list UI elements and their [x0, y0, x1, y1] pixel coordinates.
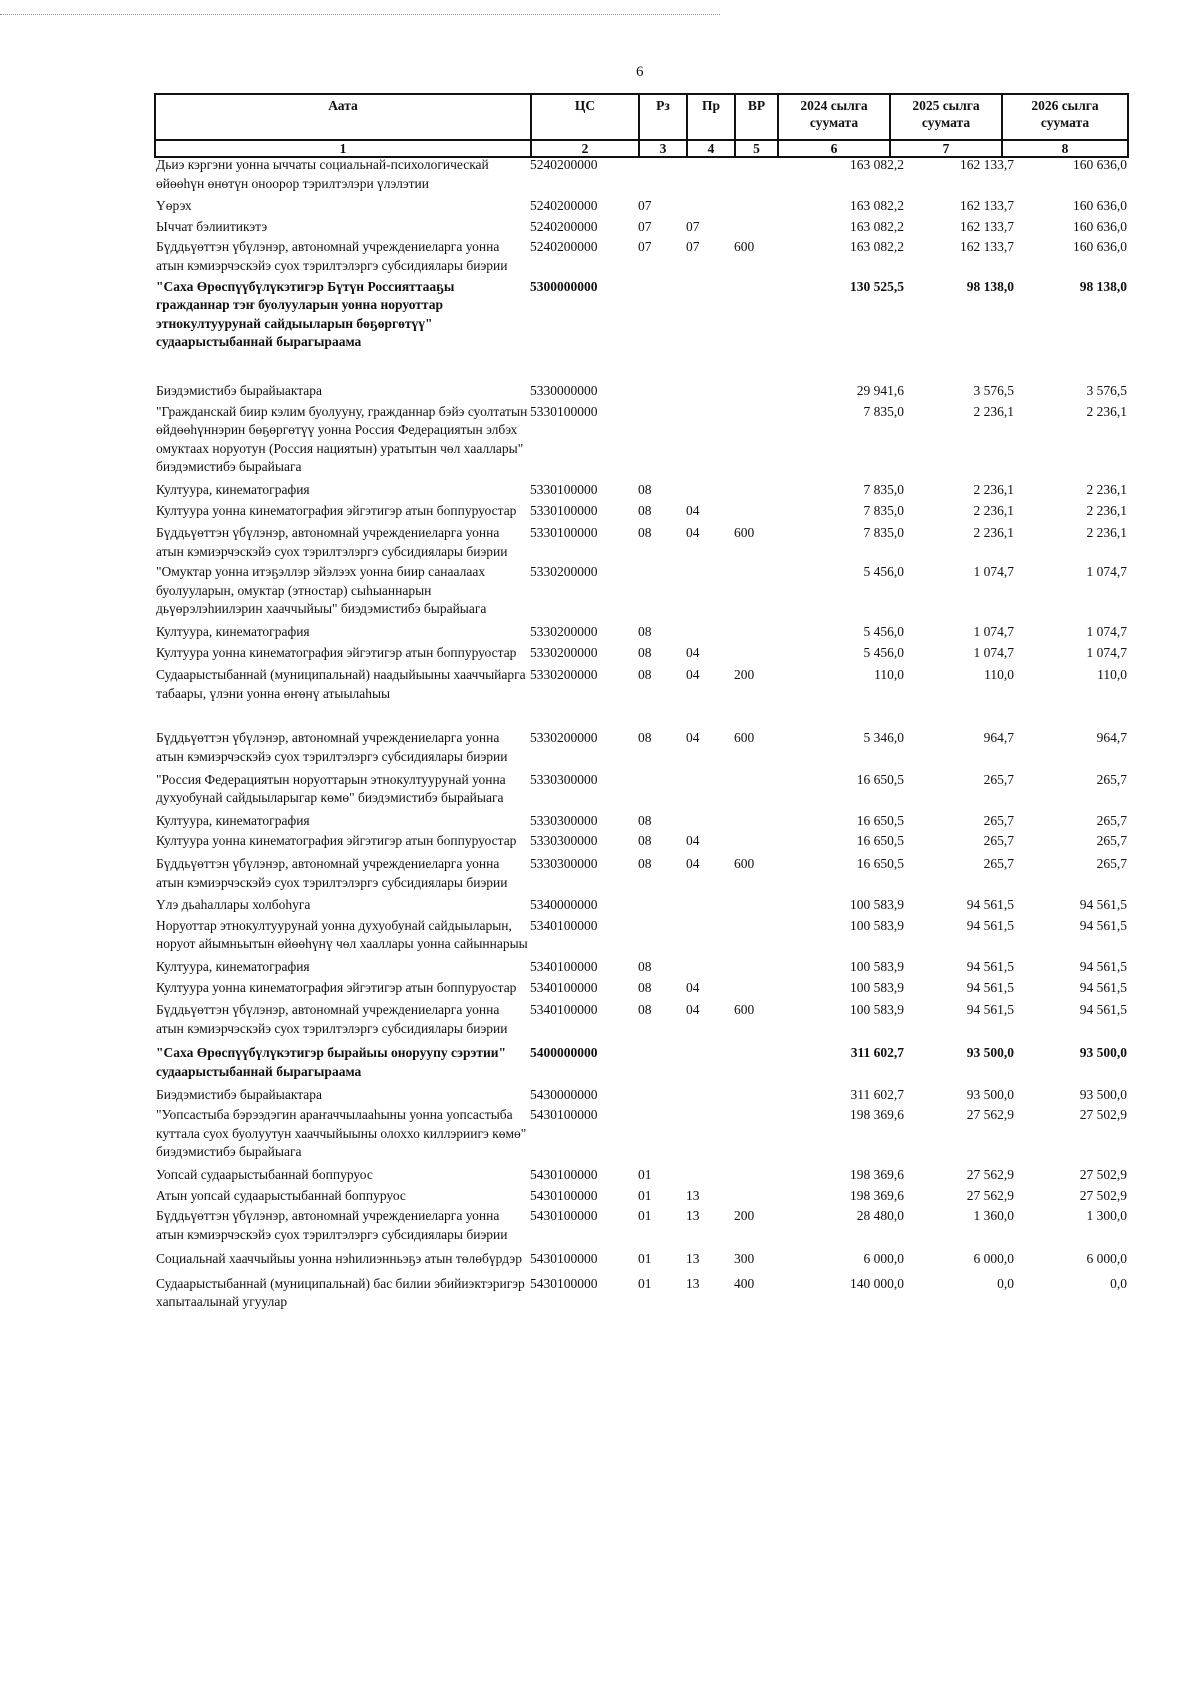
- row-pr: 04: [686, 502, 700, 518]
- row-2026: 98 138,0: [1079, 278, 1127, 294]
- row-2024: 163 082,2: [850, 218, 904, 234]
- row-2025: 3 576,5: [973, 382, 1014, 398]
- row-2025: 27 562,9: [966, 1166, 1014, 1182]
- row-pr: 07: [686, 218, 700, 234]
- table-row: [154, 771, 1129, 808]
- row-2024: 311 602,7: [850, 1045, 904, 1061]
- row-2026: 265,7: [1096, 833, 1127, 849]
- table-row: [154, 1275, 1129, 1312]
- row-pr: 07: [686, 239, 700, 255]
- row-rz: 07: [638, 198, 652, 214]
- row-name: Култуура уонна кинематография эйгэтигэр атын боппуруостар: [156, 502, 517, 518]
- row-cs: 5430100000: [530, 1251, 598, 1267]
- table-row: [154, 1106, 1129, 1162]
- row-2024: 5 456,0: [863, 624, 904, 640]
- row-cs: 5240200000: [530, 218, 598, 234]
- row-2025: 265,7: [983, 856, 1014, 871]
- row-2026: 160 636,0: [1073, 157, 1127, 172]
- row-name: "Саха Өрөспүүбүлүкэтигэр Бүтүн Россияттааҕы гражданнар тэҥ буолууларын уонна норуоттар этнокултуурунай сайдыыларын бөҕөргөтүү" судаарыстыбаннай бырагыраама: [156, 278, 455, 350]
- col-number-6: 6: [778, 140, 890, 157]
- row-rz: 07: [638, 218, 652, 234]
- table-row: [154, 917, 1129, 954]
- row-2026: 93 500,0: [1079, 1045, 1127, 1061]
- row-2026: 93 500,0: [1079, 1086, 1127, 1102]
- table-row: [154, 502, 1129, 521]
- row-2024: 29 941,6: [856, 382, 904, 398]
- row-name: "Гражданскай биир кэлим буолууну, гражданнар бэйэ суолтатын өйдөөһүннэрин бөҕөргөтүү уонна Россия Федерациятын элбэх омуктаах норуотун (Россия нациятын) уратытын чөл хааллары" биэдэмистибэ бырайыага: [156, 403, 528, 475]
- row-rz: 08: [638, 525, 652, 541]
- table-row: [154, 1086, 1129, 1105]
- row-2024: 198 369,6: [850, 1107, 904, 1123]
- row-2026: 1 074,7: [1086, 624, 1127, 640]
- row-cs: 5240200000: [530, 239, 598, 255]
- row-2024: 16 650,5: [856, 812, 904, 828]
- row-2025: 94 561,5: [966, 917, 1014, 933]
- col-number-7: 7: [890, 140, 1002, 157]
- table-row: [154, 238, 1129, 275]
- row-cs: 5430100000: [530, 1187, 598, 1203]
- table-row: [154, 666, 1129, 703]
- row-2024: 7 835,0: [863, 481, 904, 497]
- row-name: Социальнай хааччыйыы уонна нэһилиэнньэҕэ атын төлөбүрдэр: [156, 1251, 522, 1267]
- row-rz: 08: [638, 730, 652, 746]
- row-2025: 1 074,7: [973, 564, 1014, 580]
- row-name: Бүддьүөттэн үбүлэнэр, автономнай учреждениеларга уонна атын кэмиэрчэскэйэ суох тэрилтэлэргэ субсидиялары биэрии: [156, 239, 508, 273]
- table-row: [154, 218, 1129, 237]
- col-header-pr: Пр: [687, 94, 735, 140]
- row-2026: 160 636,0: [1073, 218, 1127, 234]
- row-pr: 13: [686, 1208, 700, 1224]
- row-2025: 110,0: [984, 667, 1014, 683]
- table-row: [154, 855, 1129, 892]
- row-2024: 130 525,5: [850, 278, 904, 294]
- table-row: [154, 729, 1129, 766]
- row-rz: 01: [638, 1251, 652, 1267]
- row-rz: 08: [638, 624, 652, 640]
- row-name: Бүддьүөттэн үбүлэнэр, автономнай учреждениеларга уонна атын кэмиэрчэскэйэ суох тэрилтэлэргэ субсидиялары биэрии: [156, 730, 508, 765]
- row-2024: 311 602,7: [850, 1086, 904, 1102]
- row-cs: 5340100000: [530, 979, 598, 995]
- row-pr: 04: [686, 730, 700, 746]
- row-pr: 04: [686, 856, 700, 871]
- table-row: [154, 524, 1129, 561]
- table-row: [154, 382, 1129, 401]
- row-2026: 94 561,5: [1079, 958, 1127, 974]
- row-vr: 600: [734, 730, 755, 746]
- row-name: Бүддьүөттэн үбүлэнэр, автономнай учреждениеларга уонна атын кэмиэрчэскэйэ суох тэрилтэлэргэ субсидиялары биэрии: [156, 525, 508, 559]
- row-rz: 08: [638, 958, 652, 974]
- row-name: Уопсай судаарыстыбаннай боппуруос: [156, 1166, 373, 1182]
- row-rz: 01: [638, 1166, 652, 1182]
- row-cs: 5330000000: [530, 382, 598, 398]
- col-header-vr: ВР: [735, 94, 778, 140]
- row-2024: 100 583,9: [850, 958, 904, 974]
- row-vr: 400: [734, 1275, 755, 1291]
- row-2024: 5 456,0: [863, 644, 904, 660]
- col-header-2025: 2025 сылга суумата: [890, 94, 1002, 140]
- row-2026: 27 502,9: [1079, 1187, 1127, 1203]
- table-row: [154, 644, 1129, 663]
- row-2024: 6 000,0: [863, 1251, 904, 1267]
- scan-artifact-line: [0, 14, 720, 15]
- row-2024: 100 583,9: [850, 979, 904, 995]
- row-cs: 5340000000: [530, 897, 598, 913]
- table-row: [154, 481, 1129, 500]
- table-row: [154, 979, 1129, 998]
- row-rz: 08: [638, 1002, 652, 1018]
- row-cs: 5330200000: [530, 624, 598, 640]
- row-cs: 5330200000: [530, 730, 598, 746]
- row-2026: 265,7: [1096, 856, 1127, 871]
- row-2025: 94 561,5: [966, 1002, 1014, 1018]
- row-name: Култуура уонна кинематография эйгэтигэр атын боппуруостар: [156, 644, 517, 660]
- row-2024: 7 835,0: [863, 403, 904, 419]
- row-rz: 01: [638, 1208, 652, 1224]
- table-row: [154, 812, 1129, 831]
- row-cs: 5300000000: [530, 278, 598, 294]
- row-2025: 1 074,7: [973, 624, 1014, 640]
- row-name: Үлэ дьаһаллары холбоһуга: [156, 897, 311, 913]
- budget-table-body: [154, 156, 1129, 1312]
- row-2025: 265,7: [983, 812, 1014, 828]
- row-2025: 2 236,1: [973, 481, 1014, 497]
- table-row: [154, 1001, 1129, 1038]
- row-2024: 110,0: [874, 667, 904, 683]
- row-rz: 08: [638, 481, 652, 497]
- row-cs: 5240200000: [530, 157, 598, 172]
- row-name: Норуоттар этнокултуурунай уонна духуобунай сайдыыларын, норуот айымньытын өйөөһүнү чөл хааллары уонна сайыннарыы: [156, 917, 528, 952]
- row-cs: 5340100000: [530, 958, 598, 974]
- row-2026: 964,7: [1096, 730, 1127, 746]
- row-2024: 100 583,9: [850, 1002, 904, 1018]
- row-2025: 93 500,0: [966, 1086, 1014, 1102]
- table-row: [154, 278, 1129, 352]
- row-vr: 200: [734, 667, 755, 683]
- row-name: Судаарыстыбаннай (муниципальнай) бас билии эбийиэктэригэр хапытаалынай угуулар: [156, 1275, 525, 1310]
- row-2025: 1 074,7: [973, 644, 1014, 660]
- row-2024: 7 835,0: [863, 525, 904, 541]
- row-pr: 04: [686, 979, 700, 995]
- table-row: [154, 1207, 1129, 1244]
- row-2026: 160 636,0: [1073, 239, 1127, 255]
- col-header-name: Аата: [155, 94, 531, 140]
- table-row: [154, 197, 1129, 216]
- col-number-8: 8: [1002, 140, 1128, 157]
- row-pr: 13: [686, 1251, 700, 1267]
- row-2025: 2 236,1: [973, 525, 1014, 541]
- row-2026: 160 636,0: [1073, 198, 1127, 214]
- row-2024: 198 369,6: [850, 1187, 904, 1203]
- row-2026: 2 236,1: [1086, 525, 1127, 541]
- row-name: Култуура, кинематография: [156, 958, 310, 974]
- row-name: Үөрэх: [156, 198, 192, 214]
- row-name: Биэдэмистибэ бырайыактара: [156, 382, 323, 398]
- row-cs: 5340100000: [530, 917, 598, 933]
- table-row: [154, 896, 1129, 915]
- table-row: [154, 1044, 1129, 1081]
- table-row: [154, 1187, 1129, 1206]
- row-pr: 04: [686, 833, 700, 849]
- row-name: "Уопсастыба бэрээдэгин араҥаччылааһыны уонна уопсастыба куттала суох буолуутун хааччыйыыны олоххо киллэриигэ көмө" биэдэмистибэ бырайыага: [156, 1107, 527, 1160]
- row-cs: 5430100000: [530, 1275, 598, 1291]
- row-name: Култуура, кинематография: [156, 812, 310, 828]
- row-2024: 5 456,0: [863, 564, 904, 580]
- col-number-5: 5: [735, 140, 778, 157]
- row-name: Судаарыстыбаннай (муниципальнай) наадыйыыны хааччыйарга табаары, үлэни уонна өҥөнү атыылаһыы: [156, 667, 526, 701]
- row-2024: 163 082,2: [850, 239, 904, 255]
- row-2026: 0,0: [1110, 1275, 1127, 1291]
- row-2024: 7 835,0: [863, 502, 904, 518]
- row-2026: 110,0: [1097, 667, 1127, 683]
- row-2025: 265,7: [983, 833, 1014, 849]
- row-pr: 13: [686, 1187, 700, 1203]
- row-name: Култуура, кинематография: [156, 481, 310, 497]
- row-2025: 162 133,7: [960, 218, 1014, 234]
- row-cs: 5430000000: [530, 1086, 598, 1102]
- row-cs: 5430100000: [530, 1107, 598, 1123]
- row-cs: 5330300000: [530, 833, 598, 849]
- table-row: [154, 1166, 1129, 1185]
- col-number-2: 2: [531, 140, 639, 157]
- row-name: Култуура уонна кинематография эйгэтигэр атын боппуруостар: [156, 833, 517, 849]
- row-2026: 265,7: [1096, 812, 1127, 828]
- row-2026: 1 300,0: [1086, 1208, 1127, 1224]
- row-2025: 93 500,0: [966, 1045, 1014, 1061]
- row-vr: 600: [734, 856, 755, 871]
- row-cs: 5330200000: [530, 644, 598, 660]
- row-2024: 16 650,5: [856, 833, 904, 849]
- row-rz: 08: [638, 833, 652, 849]
- row-cs: 5240200000: [530, 198, 598, 214]
- row-2026: 3 576,5: [1086, 382, 1127, 398]
- table-row: [154, 403, 1129, 477]
- row-2025: 2 236,1: [973, 502, 1014, 518]
- row-pr: 04: [686, 667, 700, 683]
- row-name: Култуура, кинематография: [156, 624, 310, 640]
- row-2024: 100 583,9: [850, 917, 904, 933]
- row-rz: 07: [638, 239, 652, 255]
- row-cs: 5330300000: [530, 812, 598, 828]
- col-number-1: 1: [155, 140, 531, 157]
- row-2025: 6 000,0: [973, 1251, 1014, 1267]
- row-vr: 600: [734, 239, 755, 255]
- row-2026: 2 236,1: [1086, 481, 1127, 497]
- table-row: [154, 623, 1129, 642]
- row-cs: 5400000000: [530, 1045, 598, 1061]
- row-rz: 08: [638, 856, 652, 871]
- row-2026: 94 561,5: [1079, 897, 1127, 913]
- row-cs: 5330100000: [530, 403, 598, 419]
- row-2026: 1 074,7: [1086, 564, 1127, 580]
- row-rz: 08: [638, 812, 652, 828]
- row-rz: 01: [638, 1275, 652, 1291]
- row-2026: 1 074,7: [1086, 644, 1127, 660]
- row-2025: 27 562,9: [966, 1107, 1014, 1123]
- row-rz: 08: [638, 644, 652, 660]
- col-header-cs: ЦС: [531, 94, 639, 140]
- row-cs: 5330200000: [530, 667, 598, 683]
- row-2025: 162 133,7: [960, 198, 1014, 214]
- table-row: [154, 958, 1129, 977]
- row-name: Дьиэ кэргэни уонна ыччаты социальнай-психологическай өйөөһүн өнөтүн оноорор тэрилтэлэри үлэлэтии: [156, 157, 489, 191]
- row-pr: 04: [686, 644, 700, 660]
- row-2024: 198 369,6: [850, 1166, 904, 1182]
- row-2025: 94 561,5: [966, 897, 1014, 913]
- row-2025: 964,7: [983, 730, 1014, 746]
- row-cs: 5340100000: [530, 1002, 598, 1018]
- row-2025: 27 562,9: [966, 1187, 1014, 1203]
- row-2026: 94 561,5: [1079, 1002, 1127, 1018]
- col-header-2026: 2026 сылга суумата: [1002, 94, 1128, 140]
- row-name: Бүддьүөттэн үбүлэнэр, автономнай учреждениеларга уонна атын кэмиэрчэскэйэ суох тэрилтэлэргэ субсидиялары биэрии: [156, 1208, 508, 1242]
- row-2026: 6 000,0: [1086, 1251, 1127, 1267]
- row-vr: 600: [734, 525, 755, 541]
- table-row: [154, 1250, 1129, 1269]
- row-name: Атын уопсай судаарыстыбаннай боппуруос: [156, 1187, 406, 1203]
- row-2024: 163 082,2: [850, 198, 904, 214]
- row-vr: 200: [734, 1208, 755, 1224]
- row-cs: 5430100000: [530, 1208, 598, 1224]
- row-rz: 08: [638, 667, 652, 683]
- col-number-3: 3: [639, 140, 687, 157]
- row-cs: 5330100000: [530, 525, 598, 541]
- row-2025: 1 360,0: [973, 1208, 1014, 1224]
- col-number-4: 4: [687, 140, 735, 157]
- row-2026: 27 502,9: [1079, 1107, 1127, 1123]
- row-2026: 27 502,9: [1079, 1166, 1127, 1182]
- table-row: [154, 563, 1129, 619]
- row-name: "Омуктар уонна итэҕэллэр эйэлээх уонна биир санаалаах буолууларын, омуктар (этностар) сыһыаннарын дьүөрэлэһиилэрин хааччыйыы" биэдэмистибэ бырайыага: [156, 564, 487, 617]
- row-2026: 94 561,5: [1079, 979, 1127, 995]
- row-2026: 2 236,1: [1086, 502, 1127, 518]
- row-2026: 265,7: [1096, 771, 1127, 787]
- row-name: Ыччат бэлиитикэтэ: [156, 218, 268, 234]
- row-cs: 5330200000: [530, 564, 598, 580]
- row-2024: 28 480,0: [856, 1208, 904, 1224]
- row-2025: 0,0: [997, 1275, 1014, 1291]
- row-cs: 5330300000: [530, 856, 598, 871]
- budget-table-header: [154, 93, 1129, 158]
- table-row: [154, 156, 1129, 193]
- row-rz: 08: [638, 502, 652, 518]
- row-2026: 2 236,1: [1086, 403, 1127, 419]
- row-cs: 5330100000: [530, 481, 598, 497]
- row-2024: 140 000,0: [850, 1275, 904, 1291]
- row-name: Бүддьүөттэн үбүлэнэр, автономнай учреждениеларга уонна атын кэмиэрчэскэйэ суох тэрилтэлэргэ субсидиялары биэрии: [156, 1002, 508, 1036]
- col-header-2024: 2024 сылга суумата: [778, 94, 890, 140]
- table-row: [154, 832, 1129, 851]
- row-name: Биэдэмистибэ бырайыактара: [156, 1086, 323, 1102]
- row-name: Бүддьүөттэн үбүлэнэр, автономнай учреждениеларга уонна атын кэмиэрчэскэйэ суох тэрилтэлэргэ субсидиялары биэрии: [156, 856, 508, 890]
- row-name: Култуура уонна кинематография эйгэтигэр атын боппуруостар: [156, 979, 517, 995]
- row-2025: 2 236,1: [973, 403, 1014, 419]
- page-number: 6: [636, 64, 644, 80]
- row-pr: 13: [686, 1275, 700, 1291]
- row-pr: 04: [686, 1002, 700, 1018]
- row-name: "Россия Федерациятын норуоттарын этнокултуурунай уонна духуобунай сайдыыларыгар көмө" биэдэмистибэ бырайыага: [156, 771, 506, 806]
- row-rz: 08: [638, 979, 652, 995]
- row-2025: 265,7: [983, 771, 1014, 787]
- row-name: "Саха Өрөспүүбүлүкэтигэр бырайыы оноруупу сэрэтии" судаарыстыбаннай бырагыраама: [156, 1045, 507, 1079]
- row-vr: 600: [734, 1002, 755, 1018]
- row-cs: 5430100000: [530, 1166, 598, 1182]
- row-2024: 100 583,9: [850, 897, 904, 913]
- row-2024: 16 650,5: [856, 856, 904, 871]
- row-rz: 01: [638, 1187, 652, 1203]
- row-cs: 5330100000: [530, 502, 598, 518]
- row-2025: 162 133,7: [960, 157, 1014, 172]
- row-pr: 04: [686, 525, 700, 541]
- row-vr: 300: [734, 1251, 755, 1267]
- row-2024: 16 650,5: [856, 771, 904, 787]
- col-header-rz: Рз: [639, 94, 687, 140]
- row-2024: 5 346,0: [863, 730, 904, 746]
- row-2025: 98 138,0: [966, 278, 1014, 294]
- row-2025: 162 133,7: [960, 239, 1014, 255]
- row-2025: 94 561,5: [966, 958, 1014, 974]
- row-2025: 94 561,5: [966, 979, 1014, 995]
- row-2026: 94 561,5: [1079, 917, 1127, 933]
- row-cs: 5330300000: [530, 771, 598, 787]
- row-2024: 163 082,2: [850, 157, 904, 172]
